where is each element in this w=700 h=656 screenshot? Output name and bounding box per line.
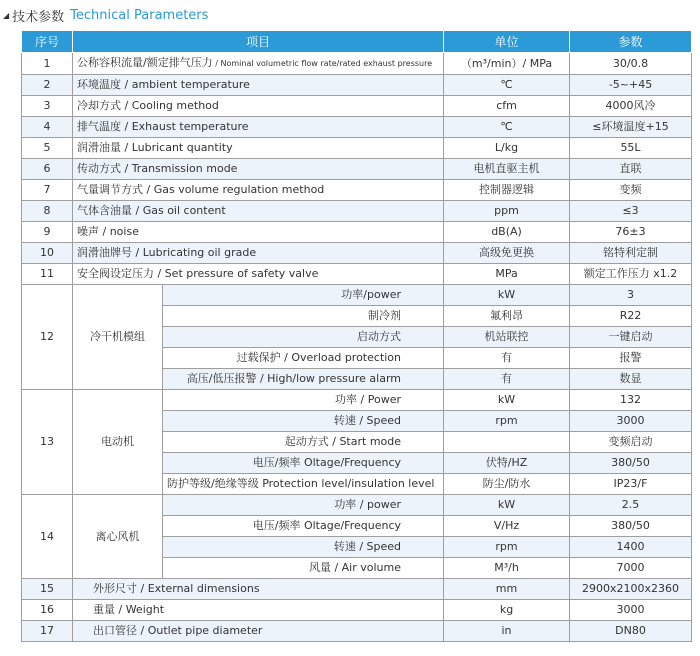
group-item-label: 电压/频率 Oltage/Frequency (163, 516, 444, 537)
row-item-zh: 传动方式 (77, 162, 121, 175)
row-value: 3000 (570, 600, 692, 621)
row-value: 76±3 (570, 222, 692, 243)
group-item-value: 3000 (570, 411, 692, 432)
table-row (22, 53, 692, 75)
row-number: 3 (22, 96, 73, 117)
row-value: 2900x2100x2360 (570, 579, 692, 600)
row-unit: kg (444, 600, 570, 621)
table-row (22, 243, 692, 264)
heading-zh: 技术参数 (12, 9, 65, 25)
group-item-label: 功率 / Power (163, 390, 444, 411)
group-item-value: 3 (570, 285, 692, 306)
row-number: 9 (22, 222, 73, 243)
row-item-en: / Cooling method (121, 99, 219, 112)
group-item-label: 转速 / Speed (163, 411, 444, 432)
row-item (73, 201, 444, 222)
row-item-zh: 安全阀设定压力 (77, 267, 154, 280)
group-item-unit: V/Hz (444, 516, 570, 537)
spec-table-body (22, 53, 692, 642)
heading-en: Technical Parameters (70, 7, 209, 23)
group-item-label: 风量 / Air volume (163, 558, 444, 579)
row-unit: （m³/min）/ MPa (444, 53, 570, 75)
row-value: ≤环境温度+15 (570, 117, 692, 138)
row-item (73, 75, 444, 96)
row-item-en: / Transmission mode (121, 162, 238, 175)
row-value: 30/0.8 (570, 53, 692, 75)
row-item-zh: 公称容积流量/额定排气压力 (77, 56, 213, 69)
group-number: 12 (22, 285, 73, 390)
row-item-en: / Lubricating oil grade (132, 246, 257, 259)
group-item-unit: 防尘/防水 (444, 474, 570, 495)
row-value: 直联 (570, 159, 692, 180)
col-header-no: 序号 (22, 31, 73, 53)
row-item: 外形尺寸 / External dimensions (73, 579, 444, 600)
row-item-zh: 气体含油量 (77, 204, 132, 217)
table-row (22, 138, 692, 159)
group-item-unit: M³/h (444, 558, 570, 579)
row-item (73, 138, 444, 159)
row-item-en: / Set pressure of safety valve (154, 267, 319, 280)
row-value: 变频 (570, 180, 692, 201)
row-item (73, 222, 444, 243)
table-row (22, 75, 692, 96)
group-row (22, 390, 692, 411)
table-row (22, 201, 692, 222)
group-item-unit: kW (444, 495, 570, 516)
row-item-en: / Gas oil content (132, 204, 226, 217)
row-item (73, 96, 444, 117)
row-value: 额定工作压力 x1.2 (570, 264, 692, 285)
group-item-label: 启动方式 (163, 327, 444, 348)
row-item-en: / Nominal volumetric flow rate/rated exhaust pressure (212, 59, 433, 68)
row-unit: L/kg (444, 138, 570, 159)
row-item-zh: 润滑油牌号 (77, 246, 132, 259)
row-item-en: / ambient temperature (121, 78, 250, 91)
col-header-value: 参数 (570, 31, 692, 53)
row-item (73, 243, 444, 264)
row-item-zh: 气量调节方式 (77, 183, 143, 196)
group-item-value: 一键启动 (570, 327, 692, 348)
table-row (22, 264, 692, 285)
group-item-label: 过载保护 / Overload protection (163, 348, 444, 369)
row-number: 4 (22, 117, 73, 138)
group-row (22, 495, 692, 516)
group-item-value: 7000 (570, 558, 692, 579)
group-item-unit: kW (444, 285, 570, 306)
row-number: 6 (22, 159, 73, 180)
group-item-value: 380/50 (570, 516, 692, 537)
row-item-en: / noise (99, 225, 139, 238)
group-row (22, 285, 692, 306)
col-header-item: 项目 (73, 31, 444, 53)
row-item (73, 159, 444, 180)
group-item-label: 电压/频率 Oltage/Frequency (163, 453, 444, 474)
group-name: 电动机 (73, 390, 163, 495)
group-item-value: 380/50 (570, 453, 692, 474)
row-unit: dB(A) (444, 222, 570, 243)
group-item-unit: 有 (444, 369, 570, 390)
row-number: 5 (22, 138, 73, 159)
group-item-value: 2.5 (570, 495, 692, 516)
table-row (22, 621, 692, 642)
row-item-zh: 噪声 (77, 225, 99, 238)
group-item-label: 功率 / power (163, 495, 444, 516)
group-number: 14 (22, 495, 73, 579)
row-number: 17 (22, 621, 73, 642)
row-number: 10 (22, 243, 73, 264)
row-unit: cfm (444, 96, 570, 117)
table-row (22, 96, 692, 117)
group-number: 13 (22, 390, 73, 495)
row-unit: ℃ (444, 117, 570, 138)
table-row (22, 117, 692, 138)
row-number: 2 (22, 75, 73, 96)
group-name: 冷干机模组 (73, 285, 163, 390)
group-item-value: 1400 (570, 537, 692, 558)
group-item-unit: 伏特/HZ (444, 453, 570, 474)
row-item-en: / Exhaust temperature (121, 120, 249, 133)
row-item (73, 53, 444, 75)
triangle-bullet-icon: ◢ (3, 10, 10, 20)
group-item-unit: rpm (444, 411, 570, 432)
row-item (73, 180, 444, 201)
group-item-unit: 机站联控 (444, 327, 570, 348)
row-value: -5~+45 (570, 75, 692, 96)
group-item-label: 高压/低压报警 / High/low pressure alarm (163, 369, 444, 390)
row-value: DN80 (570, 621, 692, 642)
row-number: 16 (22, 600, 73, 621)
row-item-zh: 冷却方式 (77, 99, 121, 112)
row-item (73, 117, 444, 138)
row-unit: 高级免更换 (444, 243, 570, 264)
group-item-label: 防护等级/绝缘等级 Protection level/insulation level (163, 474, 444, 495)
table-row (22, 600, 692, 621)
row-value: 4000风冷 (570, 96, 692, 117)
section-heading (3, 5, 208, 25)
row-unit: mm (444, 579, 570, 600)
group-item-label: 功率/power (163, 285, 444, 306)
group-item-label: 制冷剂 (163, 306, 444, 327)
group-item-unit: 氟利昂 (444, 306, 570, 327)
row-unit: 控制器逻辑 (444, 180, 570, 201)
group-item-value: 报警 (570, 348, 692, 369)
table-row (22, 222, 692, 243)
row-value: 55L (570, 138, 692, 159)
row-number: 1 (22, 53, 73, 75)
row-value: 铭特利定制 (570, 243, 692, 264)
row-item-en: / Lubricant quantity (121, 141, 233, 154)
group-item-label: 起动方式 / Start mode (163, 432, 444, 453)
table-row (22, 159, 692, 180)
table-row (22, 180, 692, 201)
row-item-zh: 排气温度 (77, 120, 121, 133)
row-unit: 电机直驱主机 (444, 159, 570, 180)
group-item-label: 转速 / Speed (163, 537, 444, 558)
row-item-zh: 环境温度 (77, 78, 121, 91)
group-item-value: 变频启动 (570, 432, 692, 453)
table-row (22, 579, 692, 600)
row-unit: in (444, 621, 570, 642)
spec-table (21, 30, 692, 642)
header-row (22, 31, 692, 53)
row-item: 出口管径 / Outlet pipe diameter (73, 621, 444, 642)
row-unit: ℃ (444, 75, 570, 96)
group-item-value: R22 (570, 306, 692, 327)
group-item-unit: kW (444, 390, 570, 411)
col-header-unit: 单位 (444, 31, 570, 53)
group-item-value: 数显 (570, 369, 692, 390)
row-number: 11 (22, 264, 73, 285)
group-item-unit: 有 (444, 348, 570, 369)
row-value: ≤3 (570, 201, 692, 222)
row-number: 7 (22, 180, 73, 201)
row-number: 8 (22, 201, 73, 222)
row-item-zh: 润滑油量 (77, 141, 121, 154)
group-item-value: 132 (570, 390, 692, 411)
group-item-unit (444, 432, 570, 453)
row-unit: MPa (444, 264, 570, 285)
group-item-value: IP23/F (570, 474, 692, 495)
row-item-en: / Gas volume regulation method (143, 183, 325, 196)
row-unit: ppm (444, 201, 570, 222)
row-item (73, 264, 444, 285)
group-item-unit: rpm (444, 537, 570, 558)
group-name: 离心风机 (73, 495, 163, 579)
row-number: 15 (22, 579, 73, 600)
row-item: 重量 / Weight (73, 600, 444, 621)
